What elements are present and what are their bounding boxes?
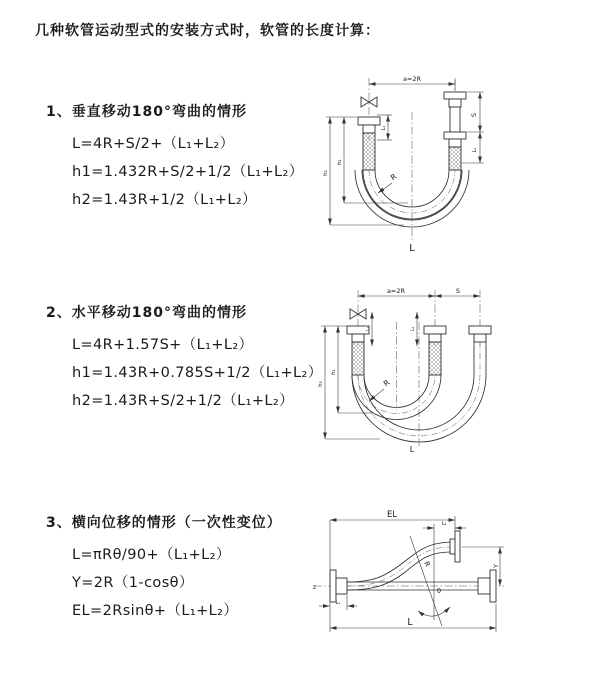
flange xyxy=(490,570,496,602)
length-label: L xyxy=(409,243,415,254)
braided-hose-end xyxy=(449,147,461,170)
dimension-lines xyxy=(321,296,480,439)
dimension-labels xyxy=(313,510,500,628)
section-3-heading: 3、横向位移的情形（一次性变位） xyxy=(46,515,282,531)
flange-hub xyxy=(449,139,461,147)
braided-hose-end xyxy=(363,133,375,170)
length-label: L xyxy=(409,445,415,454)
dimension-lines xyxy=(319,516,504,632)
dim-l1-label: L₁ xyxy=(335,600,341,606)
formula-line: L=πRθ/90+（L₁+L₂） xyxy=(72,547,231,563)
section-2 xyxy=(46,302,323,415)
flange xyxy=(330,570,336,602)
radius-label: R xyxy=(381,377,392,389)
radius-label: R xyxy=(388,171,399,183)
dim-l1-label: L₁ xyxy=(366,326,371,332)
pipe xyxy=(450,107,460,132)
formula-line: L=4R+S/2+（L₁+L₂） xyxy=(72,136,235,152)
dim-h2-label: h₂ xyxy=(318,381,324,387)
dim-l2-label: L₂ xyxy=(411,326,416,332)
flange xyxy=(444,92,466,99)
dim-a-label: a=2R xyxy=(386,287,406,295)
dim-l-label: L xyxy=(407,617,413,628)
section-1-heading: 1、垂直移动180°弯曲的情形 xyxy=(46,104,247,120)
diagram-lateral-displacement xyxy=(312,508,598,653)
dim-l2-label: L₂ xyxy=(441,521,447,527)
flange xyxy=(444,132,466,139)
section-1-formulas xyxy=(72,130,304,214)
diagram-horizontal-180-bend xyxy=(312,282,594,462)
flange-hub xyxy=(450,539,455,554)
hose-fittings xyxy=(330,531,496,602)
dim-h2-label: h₂ xyxy=(323,170,329,176)
braided-hose-end xyxy=(352,342,364,375)
section-2-formulas xyxy=(72,331,323,415)
page-title: 几种软管运动型式的安装方式时，软管的长度计算： xyxy=(35,23,380,39)
diagram-vertical-180-bend xyxy=(312,70,590,260)
dim-h1-label: h₁ xyxy=(331,369,337,375)
dim-l2-label: L₂ xyxy=(472,147,478,153)
dim-y-label: Y xyxy=(492,564,500,568)
formula-line: h2=1.43R+1/2（L₁+L₂） xyxy=(72,192,257,208)
dim-el-label: EL xyxy=(386,510,398,520)
flange xyxy=(424,326,446,334)
radius-label: R xyxy=(422,560,432,569)
braided-hose-end xyxy=(429,342,441,375)
flange-hub xyxy=(336,578,347,594)
flange-hub xyxy=(478,578,490,594)
section-3 xyxy=(46,512,282,625)
dim-s-label: S xyxy=(455,287,461,295)
dim-l1-label: L₁ xyxy=(381,125,387,131)
centerlines xyxy=(369,78,455,240)
flange xyxy=(455,531,460,562)
theta-label: θ xyxy=(437,587,441,595)
flange xyxy=(469,326,491,334)
dim-s-label: S xyxy=(470,112,478,118)
flange-hub xyxy=(363,125,375,133)
centerlines xyxy=(358,290,480,448)
formula-line: h2=1.43R+S/2+1/2（L₁+L₂） xyxy=(72,393,295,409)
flange xyxy=(358,117,380,125)
formula-line: L=4R+1.57S+（L₁+L₂） xyxy=(72,337,254,353)
section-1 xyxy=(46,101,304,214)
formula-line: h1=1.432R+S/2+1/2（L₁+L₂） xyxy=(72,164,304,180)
break-mark-label: z xyxy=(313,584,317,591)
formula-line: Y=2R（1-cosθ） xyxy=(72,575,194,591)
section-2-heading: 2、水平移动180°弯曲的情形 xyxy=(46,305,247,321)
flange-hub xyxy=(429,334,441,342)
section-3-formulas xyxy=(72,541,282,625)
formula-line: EL=2Rsinθ+（L₁+L₂） xyxy=(72,603,239,619)
flange-hub xyxy=(352,334,364,342)
formula-line: h1=1.43R+0.785S+1/2（L₁+L₂） xyxy=(72,365,323,381)
dim-a-label: a=2R xyxy=(402,75,422,83)
flange-hub xyxy=(474,334,486,342)
dim-h1-label: h₁ xyxy=(337,159,343,165)
flange-hub xyxy=(449,99,461,107)
